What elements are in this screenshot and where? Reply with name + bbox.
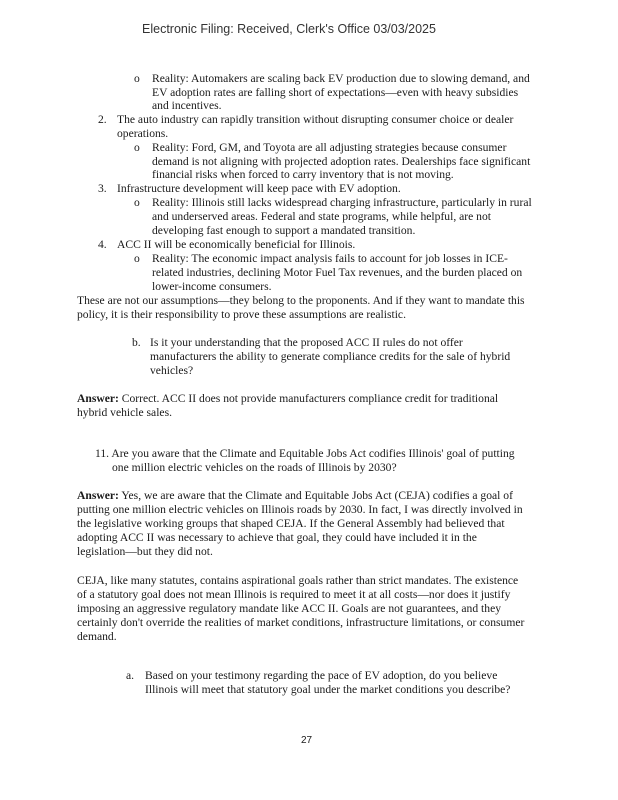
assumption-title: operations. [117, 127, 169, 140]
question-line: Based on your testimony regarding the pace of EV adoption, do you believe [145, 669, 498, 682]
filing-stamp: Electronic Filing: Received, Clerk's Office 03/03/2025 [142, 22, 436, 36]
list-number: 4. [98, 238, 107, 251]
answer-line: putting one million electric vehicles on Illinois roads by 2030. In fact, I was directly involved in [77, 503, 523, 516]
question-line: vehicles? [150, 364, 194, 377]
reality-line: Reality: Automakers are scaling back EV production due to slowing demand, and [152, 72, 530, 85]
paragraph-line: of a statutory goal does not mean Illinois is required to meet it at all costs—nor does it justify [77, 588, 511, 601]
reality-line: developing fast enough to support a mandated transition. [152, 224, 416, 237]
list-number: 2. [98, 113, 107, 126]
bullet-marker: o [134, 141, 140, 154]
paragraph-line: imposing an aggressive regulatory mandate like ACC II. Goals are not guarantees, and they [77, 602, 502, 615]
reality-line: lower-income consumers. [152, 280, 272, 293]
paragraph-line: certainly don't override the realities of market conditions, infrastructure limitations, or consumer [77, 616, 525, 629]
reality-line: Reality: The economic impact analysis fails to account for job losses in ICE- [152, 252, 508, 265]
reality-line: and underserved areas. Federal and state programs, while helpful, are not [152, 210, 491, 223]
reality-line: related industries, declining Motor Fuel Tax revenues, and the burden placed on [152, 266, 523, 279]
question-line: manufacturers the ability to generate compliance credits for the sale of hybrid [150, 350, 511, 363]
page-number: 27 [301, 735, 313, 746]
question-label: b. [132, 336, 141, 349]
reality-line: Reality: Ford, GM, and Toyota are all adjusting strategies because consumer [152, 141, 507, 154]
question-line: Illinois will meet that statutory goal under the market conditions you describe? [145, 683, 511, 696]
answer-line: adopting ACC II was necessary to achieve that goal, they could have included it in the [77, 531, 477, 544]
assumption-title: ACC II will be economically beneficial for Illinois. [117, 238, 356, 251]
question-label: a. [126, 669, 135, 682]
paragraph-line: These are not our assumptions—they belong to the proponents. And if they want to mandate this [77, 294, 525, 307]
answer-line [77, 392, 498, 405]
answer-label: Answer: [77, 489, 119, 502]
reality-line: Reality: Illinois still lacks widespread charging infrastructure, particularly in rural [152, 196, 532, 209]
bullet-marker: o [134, 252, 140, 265]
reality-line: and incentives. [152, 99, 222, 112]
answer-label: Answer: [77, 392, 119, 405]
bullet-marker: o [134, 196, 140, 209]
paragraph-line: policy, it is their responsibility to prove these assumptions are realistic. [77, 308, 406, 321]
question-line: 11. Are you aware that the Climate and Equitable Jobs Act codifies Illinois' goal of putting [95, 447, 515, 460]
reality-line: demand is not aligning with projected adoption rates. Dealerships face significant [152, 155, 531, 168]
bullet-marker: o [134, 72, 140, 85]
answer-text: Yes, we are aware that the Climate and Equitable Jobs Act (CEJA) codifies a goal of [121, 489, 513, 502]
paragraph-line: CEJA, like many statutes, contains aspirational goals rather than strict mandates. The existence [77, 574, 519, 587]
reality-line: financial risks when forced to carry inventory that is not moving. [152, 168, 454, 181]
answer-line [77, 489, 513, 502]
answer-line: legislation—but they did not. [77, 545, 213, 558]
answer-text: Correct. ACC II does not provide manufacturers compliance credit for traditional [121, 392, 499, 405]
answer-line: hybrid vehicle sales. [77, 406, 172, 419]
paragraph-line: demand. [77, 630, 117, 643]
question-line: Is it your understanding that the proposed ACC II rules do not offer [150, 336, 463, 349]
assumption-title: Infrastructure development will keep pace with EV adoption. [117, 182, 401, 195]
question-line: one million electric vehicles on the roads of Illinois by 2030? [112, 461, 397, 474]
reality-line: EV adoption rates are falling short of expectations—even with heavy subsidies [152, 86, 519, 99]
list-number: 3. [98, 182, 107, 195]
assumption-title: The auto industry can rapidly transition without disrupting consumer choice or dealer [117, 113, 514, 126]
answer-line: the legislative working groups that shaped CEJA. If the General Assembly had believed that [77, 517, 505, 530]
